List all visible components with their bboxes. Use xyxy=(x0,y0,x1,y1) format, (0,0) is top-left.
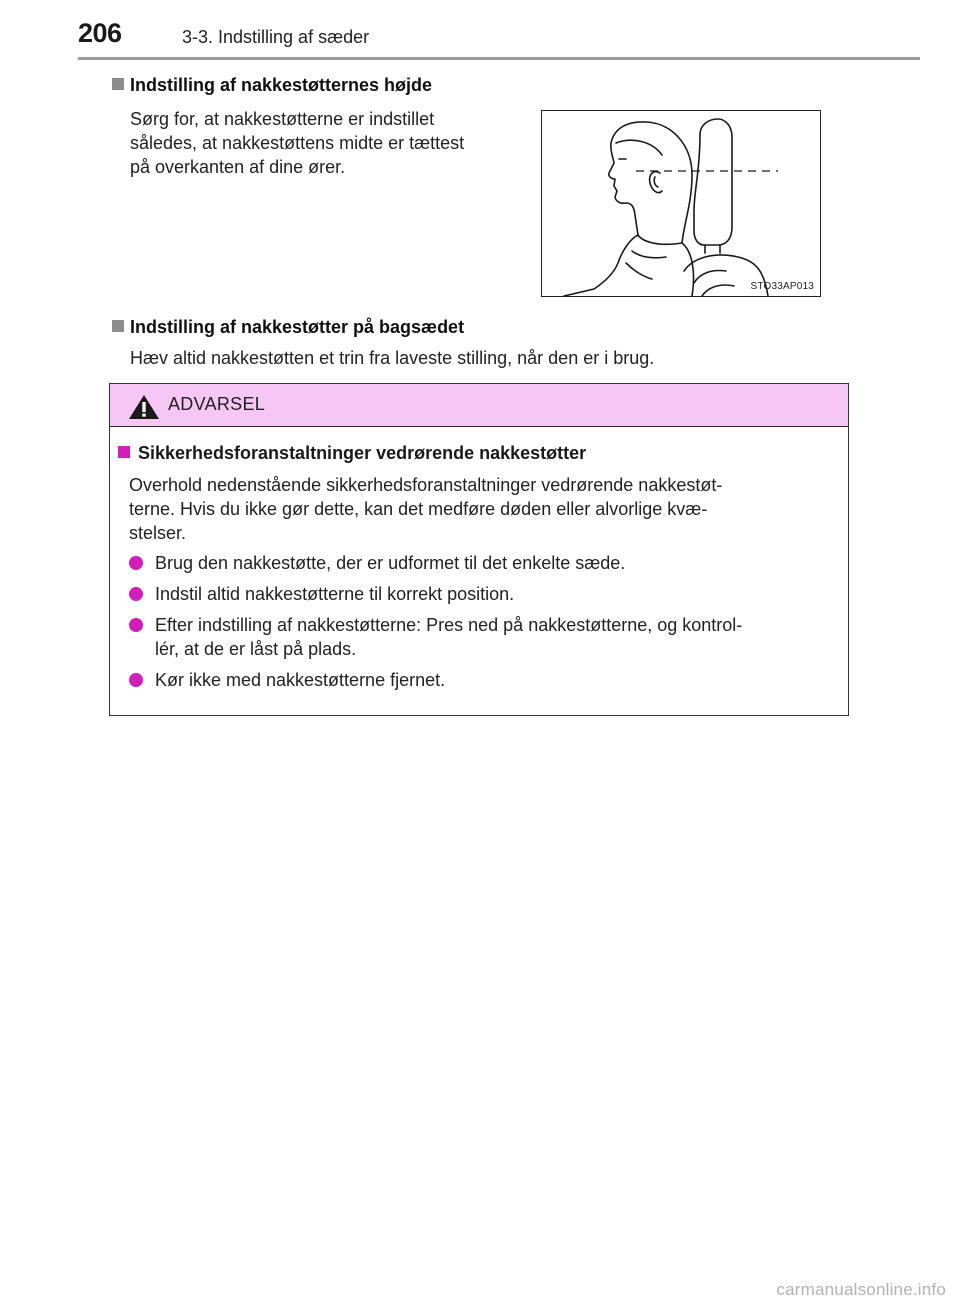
warning-triangle-icon xyxy=(128,394,160,420)
rear-instruction: Hæv altid nakkestøtten et trin fra laveste stilling, når den er i brug. xyxy=(130,348,655,368)
watermark: carmanualsonline.info xyxy=(776,1280,946,1299)
bullet-text: Kør ikke med nakkestøtterne fjernet. xyxy=(155,670,446,690)
warning-text-line-2: terne. Hvis du ikke gør dette, kan det medføre døden eller alvorlige kvæ- xyxy=(129,499,708,519)
warning-box xyxy=(109,383,849,716)
square-bullet-icon xyxy=(112,78,124,90)
bullet-text: Indstil altid nakkestøtterne til korrekt position. xyxy=(155,584,515,604)
square-bullet-icon xyxy=(112,320,124,332)
figure-code: STO33AP013 xyxy=(750,281,814,292)
bullet-dot-icon xyxy=(129,618,143,632)
warning-title: ADVARSEL xyxy=(168,394,266,414)
warning-bullet-continuation xyxy=(129,637,838,661)
section-heading-text: Indstilling af nakkestøtter på bagsædet xyxy=(130,317,465,337)
square-bullet-icon xyxy=(118,446,130,458)
bullet-text: lér, at de er låst på plads. xyxy=(155,639,357,659)
bullet-text: Efter indstilling af nakkestøtterne: Pres ned på nakkestøtterne, og kontrol- xyxy=(155,615,743,635)
warning-text-line-3: stelser. xyxy=(129,523,187,543)
warning-header xyxy=(110,384,848,427)
warning-heading-text: Sikkerhedsforanstaltninger vedrørende nakkestøtter xyxy=(138,443,587,463)
page-header xyxy=(78,18,918,54)
header-rule xyxy=(78,57,920,60)
section-title: 3-3. Indstilling af sæder xyxy=(182,27,370,47)
section-heading-height xyxy=(112,75,432,96)
bullet-dot-icon xyxy=(129,556,143,570)
headrest-position-illustration-icon xyxy=(542,111,820,296)
bullet-text: Brug den nakkestøtte, der er udformet til det enkelte sæde. xyxy=(155,553,626,573)
headrest-figure xyxy=(541,110,821,297)
page-number: 206 xyxy=(78,18,122,48)
warning-bullet xyxy=(129,668,838,692)
section-heading-rear xyxy=(112,317,464,338)
warning-bullet xyxy=(129,582,838,606)
warning-text-line-1: Overhold nedenstående sikkerhedsforanstaltninger vedrørende nakkestøt- xyxy=(129,475,723,495)
section-heading-text: Indstilling af nakkestøtternes højde xyxy=(130,75,433,95)
bullet-dot-icon xyxy=(129,673,143,687)
warning-bullet xyxy=(129,551,838,575)
height-instruction-line-1: Sørg for, at nakkestøtterne er indstillet xyxy=(130,109,435,129)
bullet-dot-icon xyxy=(129,587,143,601)
warning-heading xyxy=(118,443,586,464)
warning-bullet xyxy=(129,613,838,637)
height-instruction-line-2: således, at nakkestøttens midte er tættest xyxy=(130,133,465,153)
height-instruction-line-3: på overkanten af dine ører. xyxy=(130,157,346,177)
